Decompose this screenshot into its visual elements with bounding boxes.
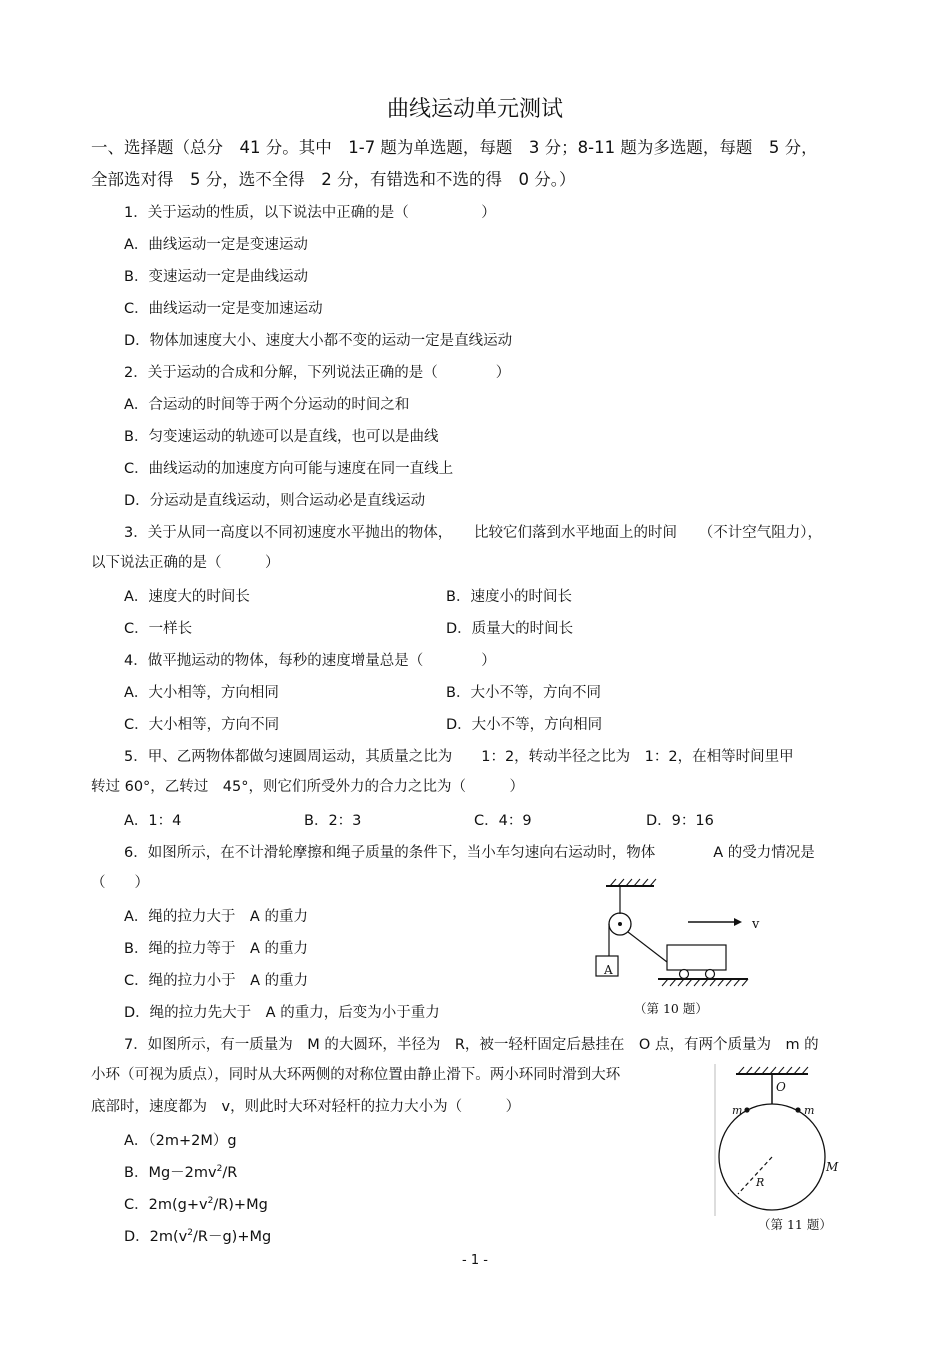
q3-option-a: A．速度大的时间长: [124, 589, 250, 605]
q5-option-a: A．1：4: [124, 813, 182, 829]
section-heading-line1: 一、选择题（总分 41 分。其中 1-7 题为单选题，每题 3 分；8-11 题为多选题，每题 5 分，: [91, 138, 818, 157]
q6-option-c: C．绳的拉力小于 A 的重力: [124, 973, 309, 989]
cart-wheel-right: [706, 970, 715, 979]
radius-line: [738, 1157, 772, 1194]
q1-option-b: B．变速运动一定是曲线运动: [124, 269, 308, 285]
q7-stem-line3: 底部时，速度都为 v，则此时大环对轻杆的拉力大小为（ ）: [91, 1099, 521, 1115]
q2-stem: 2．关于运动的合成和分解，下列说法正确的是（ ）: [124, 365, 511, 381]
q3-stem-line1: 3．关于从同一高度以不同初速度水平抛出的物体， 比较它们落到水平地面上的时间 （不计空气阻力），: [124, 525, 822, 541]
q2-option-a: A．合运动的时间等于两个分运动的时间之和: [124, 397, 410, 413]
q7-option-b-sup: 2: [216, 1164, 223, 1175]
q7-option-c-sup: 2: [207, 1196, 214, 1207]
ceiling-hatching: [738, 1067, 808, 1074]
q7-option-c: [124, 1193, 268, 1214]
velocity-arrow-head: [734, 918, 742, 926]
page-title: 曲线运动单元测试: [386, 97, 563, 122]
figure-11-caption: （第 11 题）: [758, 1217, 832, 1232]
q4-option-d: D．大小不等，方向相同: [446, 717, 603, 733]
small-ring-right: [795, 1107, 800, 1112]
q7-option-d-sup: 2: [187, 1228, 193, 1239]
page-number: - 1 -: [462, 1253, 488, 1268]
q5-option-d: D．9：16: [646, 813, 714, 829]
q6-stem-line2: （ ）: [91, 875, 149, 891]
rope-slanted: [628, 932, 667, 962]
cart-wheel-left: [680, 970, 689, 979]
pulley-cart-figure: [588, 876, 768, 1021]
block-a-label: A: [604, 963, 613, 977]
radius-label: R: [756, 1176, 765, 1189]
q3-option-d: D．质量大的时间长: [446, 621, 574, 637]
q4-option-a: A．大小相等，方向相同: [124, 685, 279, 701]
section-heading-line2: 全部选对得 5 分，选不全得 2 分，有错选和不选的得 0 分。）: [91, 170, 576, 189]
q3-option-c: C．一样长: [124, 621, 193, 637]
q1-option-a: A．曲线运动一定是变速运动: [124, 237, 308, 253]
small-mass-right-label: m: [804, 1104, 815, 1117]
q1-stem: 1．关于运动的性质，以下说法中正确的是（ ）: [124, 205, 496, 221]
q5-option-b: B．2：3: [304, 813, 362, 829]
q7-stem-line2: 小环（可视为质点），同时从大环两侧的对称位置由静止滑下。两小环同时滑到大环: [91, 1067, 621, 1083]
q7-option-c-pre: C．2m(g+v: [124, 1197, 208, 1213]
q1-option-c: C．曲线运动一定是变加速运动: [124, 301, 323, 317]
q6-option-d: D．绳的拉力先大于 A 的重力，后变为小于重力: [124, 1005, 440, 1021]
q3-stem-line2: 以下说法正确的是（ ）: [91, 555, 280, 571]
small-mass-left-label: m: [732, 1104, 743, 1117]
q4-option-b: B．大小不等，方向不同: [446, 685, 601, 701]
q2-option-b: B．匀变速运动的轨迹可以是直线，也可以是曲线: [124, 429, 439, 445]
q4-stem: 4．做平抛运动的物体，每秒的速度增量总是（ ）: [124, 653, 496, 669]
q5-stem-line1: 5．甲、乙两物体都做匀速圆周运动，其质量之比为 1：2，转动半径之比为 1：2，在相等时间里甲: [124, 749, 794, 765]
q2-option-c: C．曲线运动的加速度方向可能与速度在同一直线上: [124, 461, 454, 477]
q7-option-b-post: /R: [222, 1165, 238, 1181]
q7-option-d-pre: D．2m(v: [124, 1229, 188, 1245]
q5-stem-line2: 转过 60°，乙转过 45°，则它们所受外力的合力之比为（ ）: [91, 779, 525, 795]
q1-option-d: D．物体加速度大小、速度大小都不变的运动一定是直线运动: [124, 333, 513, 349]
q5-option-c: C．4：9: [474, 813, 532, 829]
ground-hatching: [662, 979, 748, 986]
small-ring-left: [744, 1107, 749, 1112]
pulley-axle: [618, 922, 622, 926]
q2-option-d: D．分运动是直线运动，则合运动必是直线运动: [124, 493, 426, 509]
q3-option-b: B．速度小的时间长: [446, 589, 572, 605]
figure-10-caption: （第 10 题）: [634, 1001, 708, 1016]
q7-option-c-post: /R)+Mg: [213, 1197, 268, 1213]
q7-stem-line1: 7．如图所示，有一质量为 M 的大圆环，半径为 R，被一轻杆固定后悬挂在 O 点，有两个质量为 m 的: [124, 1037, 819, 1053]
big-mass-label: M: [826, 1160, 839, 1174]
q7-option-b: [124, 1161, 237, 1182]
ceiling-hatching: [610, 879, 656, 886]
point-o-label: O: [776, 1080, 786, 1094]
ring-figure: [712, 1060, 852, 1235]
q6-option-a: A．绳的拉力大于 A 的重力: [124, 909, 308, 925]
velocity-label: v: [752, 917, 760, 932]
q4-option-c: C．大小相等，方向不同: [124, 717, 280, 733]
q6-option-b: B．绳的拉力等于 A 的重力: [124, 941, 308, 957]
q7-option-b-pre: B．Mg－2mv: [124, 1165, 217, 1181]
q7-option-a: A．（2m+2M）g: [124, 1133, 237, 1149]
cart-body: [667, 945, 726, 970]
q7-option-d-post: /R－g)+Mg: [193, 1229, 272, 1245]
q7-option-d: [124, 1225, 271, 1246]
q6-stem-line1: 6．如图所示，在不计滑轮摩擦和绳子质量的条件下，当小车匀速向右运动时，物体 A 的受力情况是: [124, 845, 815, 861]
